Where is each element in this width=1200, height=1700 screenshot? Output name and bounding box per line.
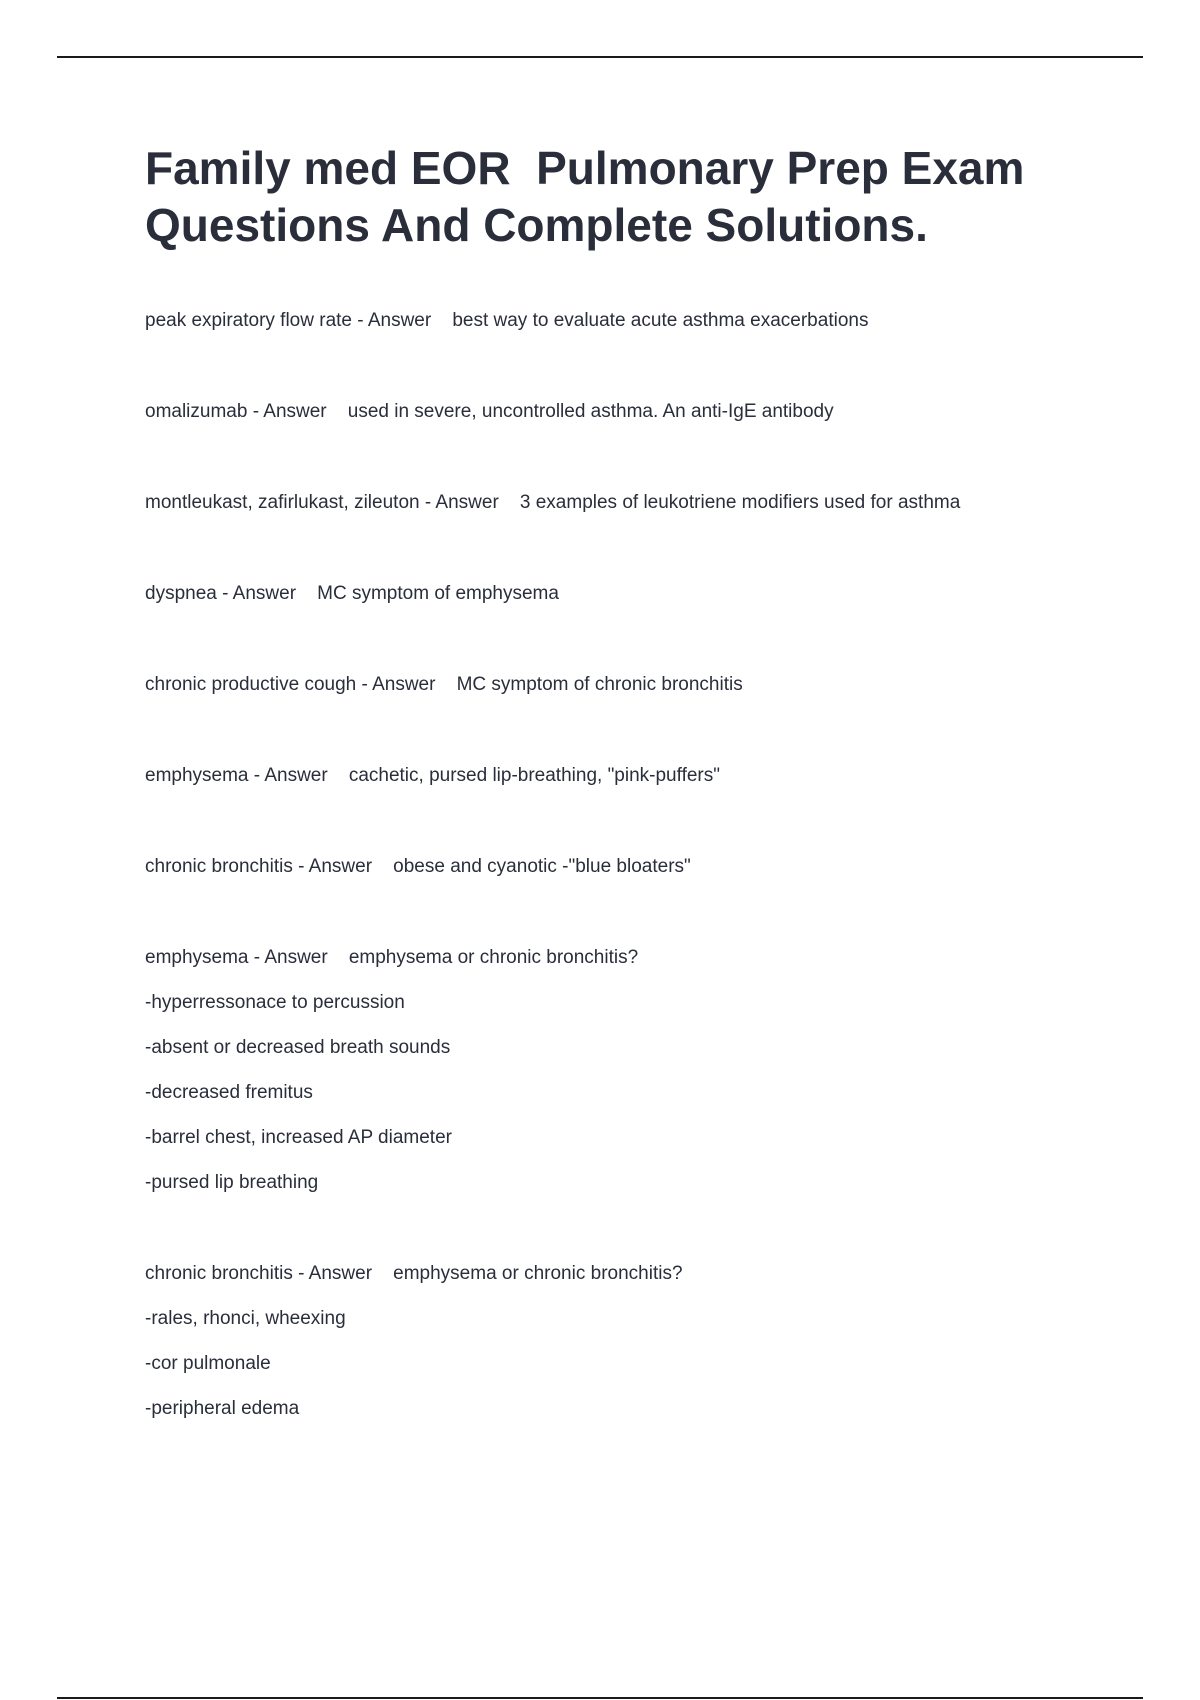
- answer-label: - Answer: [216, 583, 318, 604]
- qa-term: montleukast, zafirlukast, zileuton: [145, 492, 420, 513]
- answer-label: - Answer: [248, 947, 349, 968]
- qa-term: peak expiratory flow rate: [145, 310, 352, 331]
- qa-entry: [145, 298, 1085, 343]
- answer-label: - Answer: [292, 856, 394, 877]
- qa-term: chronic productive cough: [145, 674, 357, 695]
- qa-answer: emphysema or chronic bronchitis?: [348, 947, 639, 968]
- answer-label: - Answer: [352, 310, 453, 331]
- qa-answer: MC symptom of chronic bronchitis: [456, 674, 743, 695]
- answer-label: - Answer: [356, 674, 457, 695]
- qa-detail: -rales, rhonci, wheexing: [145, 1308, 346, 1329]
- qa-term: omalizumab: [145, 401, 248, 422]
- qa-entry: [145, 662, 1085, 707]
- qa-answer: emphysema or chronic bronchitis?: [393, 1263, 683, 1284]
- qa-detail: -hyperressonace to percussion: [145, 992, 405, 1013]
- answer-label: - Answer: [248, 765, 349, 786]
- qa-term: chronic bronchitis: [145, 856, 293, 877]
- qa-entry: [145, 1251, 1085, 1431]
- qa-entry: [145, 935, 1085, 1205]
- qa-detail: -cor pulmonale: [145, 1353, 271, 1374]
- answer-label: - Answer: [292, 1263, 394, 1284]
- qa-answer: cachetic, pursed lip-breathing, "pink-puffers": [348, 765, 720, 786]
- qa-term: chronic bronchitis: [145, 1263, 293, 1284]
- top-divider: [57, 56, 1143, 58]
- qa-answer: obese and cyanotic -"blue bloaters": [393, 856, 691, 877]
- qa-entry: [145, 753, 1085, 798]
- qa-detail: -pursed lip breathing: [145, 1172, 319, 1193]
- qa-entry: [145, 480, 1085, 525]
- qa-answer: 3 examples of leukotriene modifiers used for asthma: [519, 492, 961, 513]
- qa-detail: -absent or decreased breath sounds: [145, 1037, 451, 1058]
- qa-entry: [145, 844, 1085, 889]
- bottom-divider: [57, 1697, 1143, 1699]
- qa-answer: used in severe, uncontrolled asthma. An anti-IgE antibody: [347, 401, 834, 422]
- qa-detail: -barrel chest, increased AP diameter: [145, 1127, 452, 1148]
- qa-term: emphysema: [145, 947, 249, 968]
- qa-entry: [145, 389, 1085, 434]
- qa-entry: [145, 571, 1085, 616]
- document-title: Family med EOR Pulmonary Prep Exam Questions And Complete Solutions.: [145, 142, 1038, 251]
- qa-answer: best way to evaluate acute asthma exacerbations: [452, 310, 869, 331]
- qa-term: emphysema: [145, 765, 249, 786]
- answer-label: - Answer: [247, 401, 348, 422]
- document-body: [145, 140, 1085, 1477]
- qa-detail: -peripheral edema: [145, 1398, 300, 1419]
- qa-detail: -decreased fremitus: [145, 1082, 313, 1103]
- qa-list: [145, 298, 1085, 1431]
- qa-answer: MC symptom of emphysema: [317, 583, 559, 604]
- answer-label: - Answer: [419, 492, 520, 513]
- qa-term: dyspnea: [145, 583, 217, 604]
